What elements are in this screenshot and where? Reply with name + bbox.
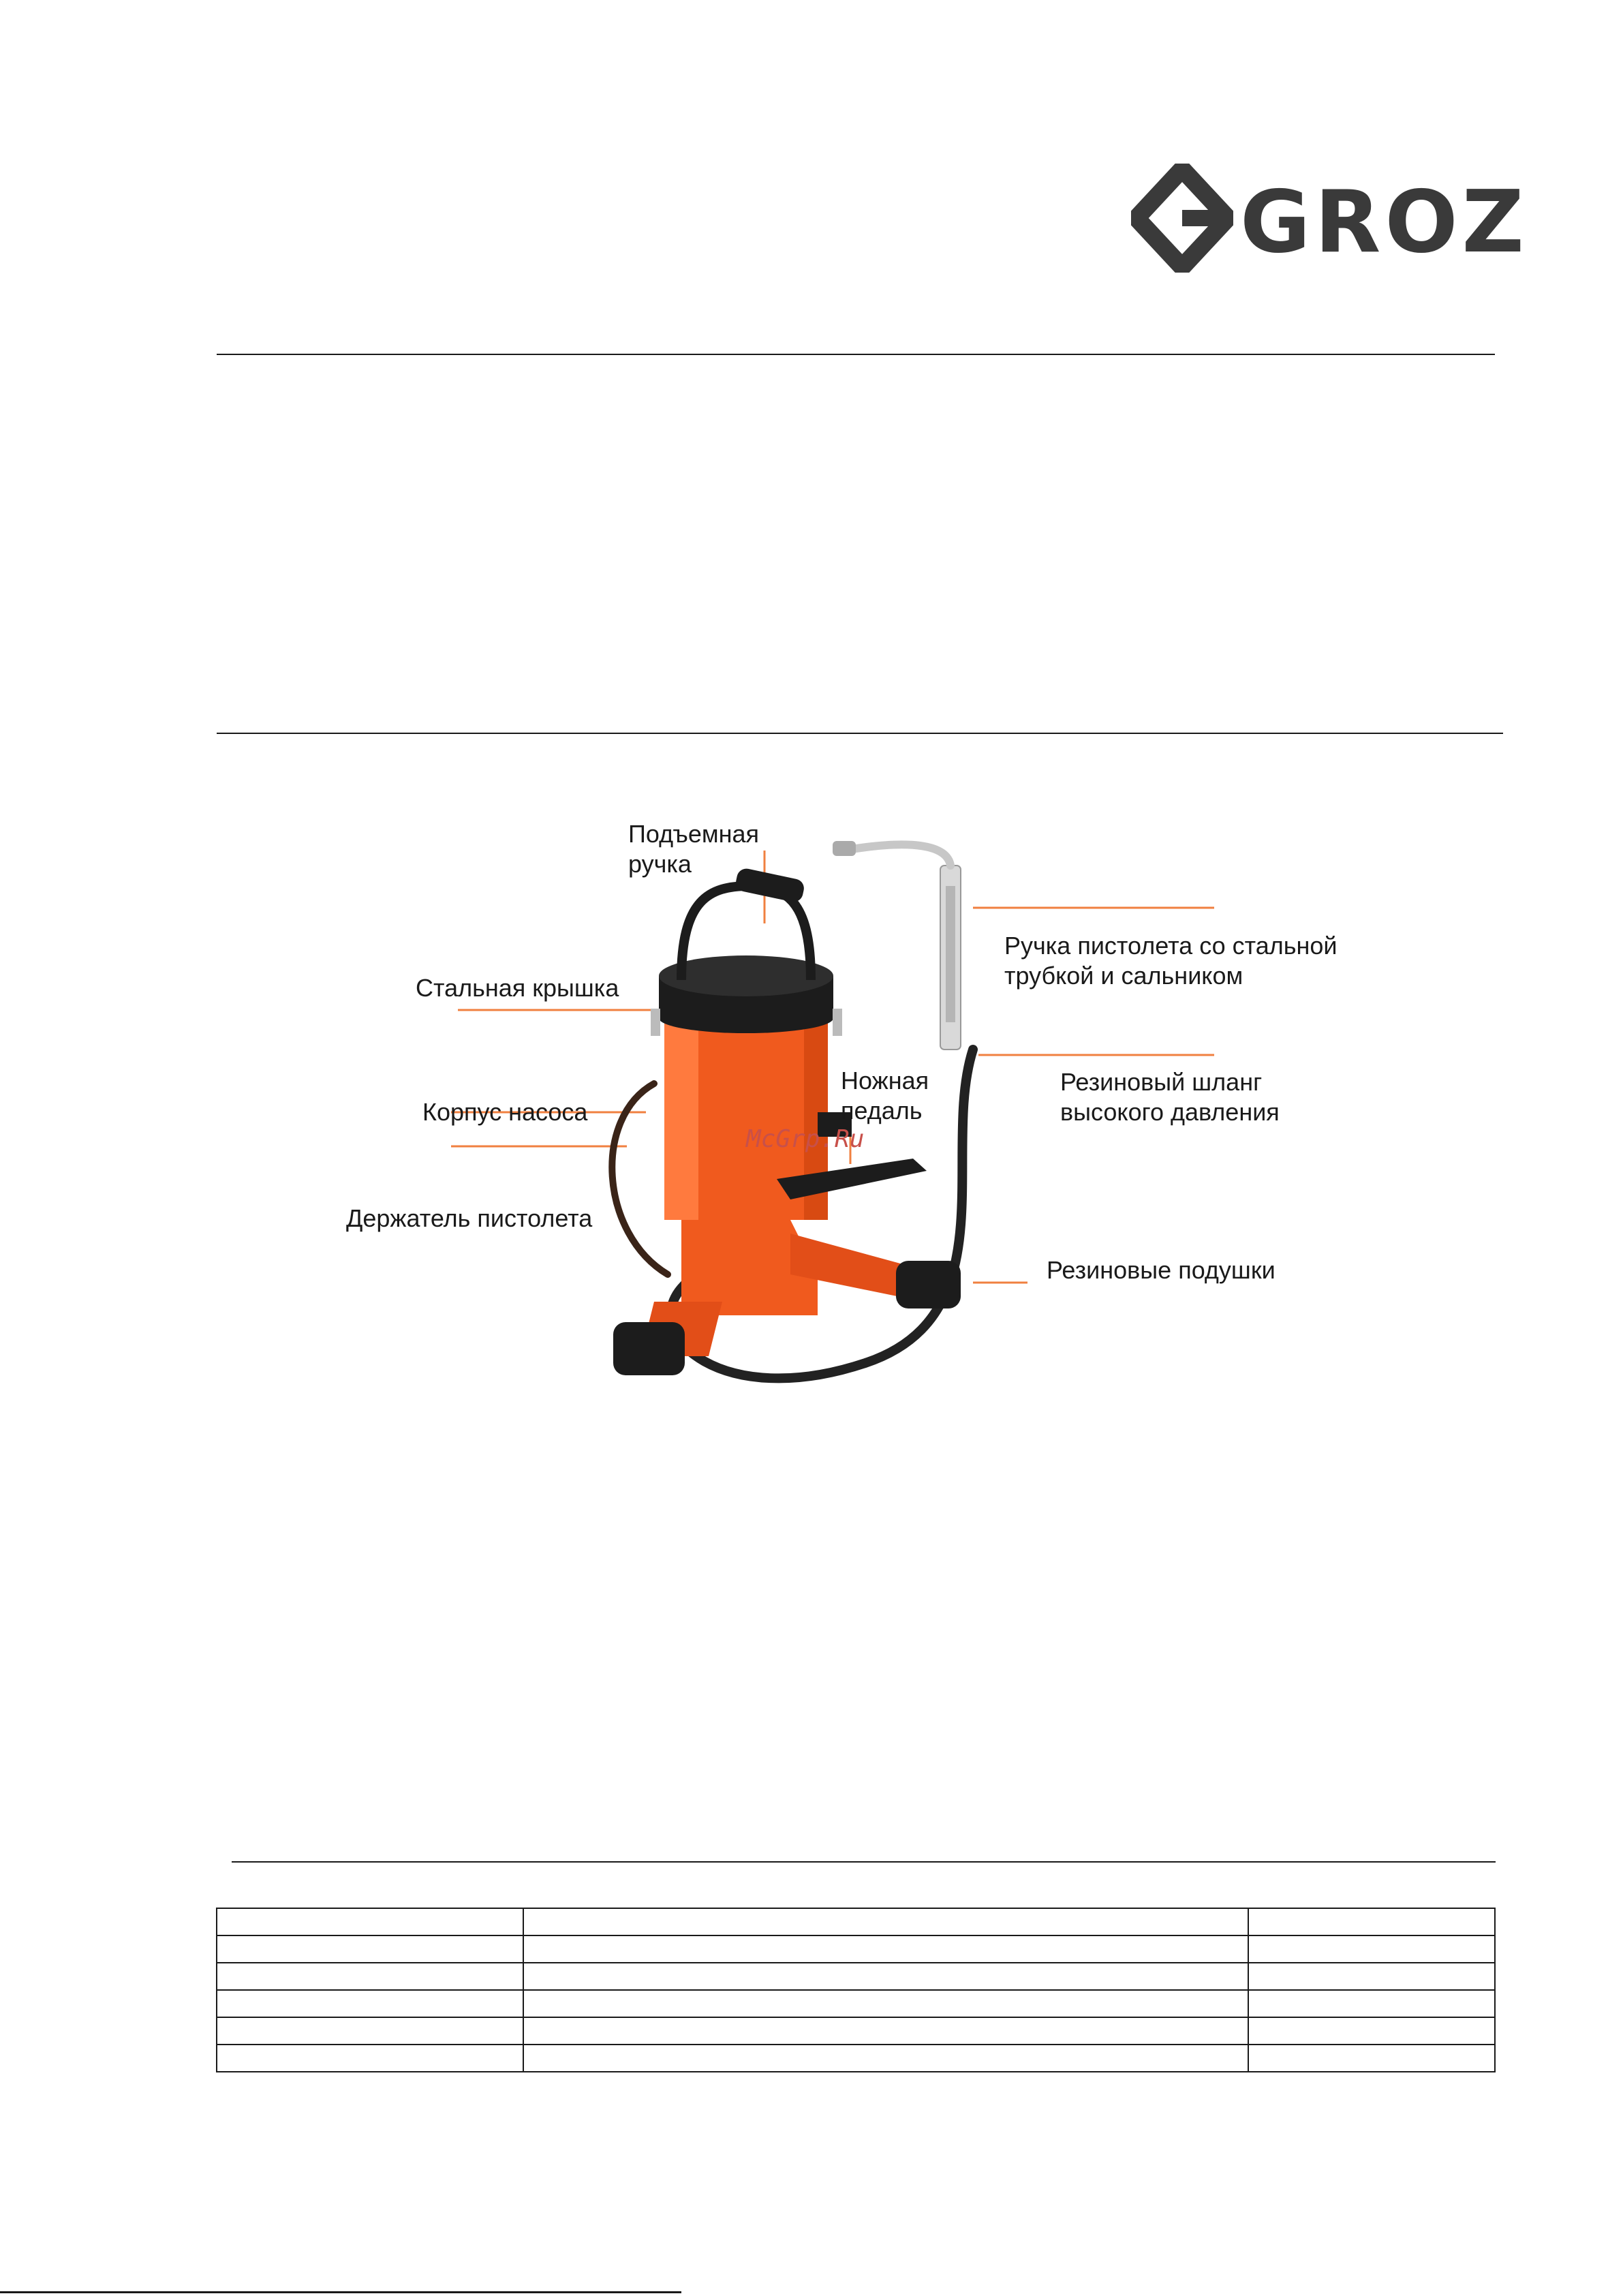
table-cell xyxy=(523,2045,1248,2072)
table-cell xyxy=(217,1990,523,2017)
spec-table xyxy=(216,1908,1496,2072)
section-rule xyxy=(217,733,1503,734)
label-rubber-hose-line1: Резиновый шланг xyxy=(1060,1068,1263,1096)
table-cell xyxy=(217,1908,523,1935)
table-cell xyxy=(523,1908,1248,1935)
label-rubber-pads: Резиновые подушки xyxy=(1047,1256,1276,1284)
footer-rule xyxy=(0,2291,681,2293)
table-cell xyxy=(523,1990,1248,2017)
label-foot-pedal-line1: Ножная xyxy=(841,1067,929,1095)
table-cell xyxy=(1248,1935,1495,1963)
label-foot-pedal-line2: педаль xyxy=(841,1097,923,1124)
groz-logo xyxy=(1131,164,1528,286)
label-gun-handle-line1: Ручка пистолета со стальной xyxy=(1004,932,1338,960)
table-row xyxy=(217,2045,1495,2072)
label-gun-handle-line2: трубкой и сальником xyxy=(1004,962,1243,990)
label-gun-holder: Держатель пистолета xyxy=(346,1204,593,1232)
table-cell xyxy=(217,1935,523,1963)
label-pump-body: Корпус насоса xyxy=(422,1098,588,1126)
table-row xyxy=(217,1990,1495,2017)
table-cell xyxy=(217,1963,523,1990)
table-cell xyxy=(217,2045,523,2072)
table-cell xyxy=(1248,1963,1495,1990)
label-rubber-hose-line2: высокого давления xyxy=(1060,1098,1280,1126)
table-row xyxy=(217,2017,1495,2045)
product-figure xyxy=(273,797,1431,1411)
brand-name: GROZ xyxy=(1240,172,1528,272)
table-cell xyxy=(523,2017,1248,2045)
table-row xyxy=(217,1963,1495,1990)
table-cell xyxy=(1248,2045,1495,2072)
table-row xyxy=(217,1908,1495,1935)
table-cell xyxy=(523,1963,1248,1990)
table-cell xyxy=(1248,2017,1495,2045)
table-cell xyxy=(523,1935,1248,1963)
watermark: McGrp.Ru xyxy=(746,1125,865,1153)
table-row xyxy=(217,1935,1495,1963)
label-steel-lid: Стальная крышка xyxy=(416,974,619,1002)
table-cell xyxy=(217,2017,523,2045)
table-cell xyxy=(1248,1908,1495,1935)
groz-logo-mark-icon xyxy=(1131,164,1233,273)
label-lift-handle-line1: Подъемная xyxy=(628,820,759,848)
label-lift-handle-line2: ручка xyxy=(628,850,692,878)
header-rule xyxy=(217,354,1495,355)
table-cell xyxy=(1248,1990,1495,2017)
table-top-rule xyxy=(232,1861,1496,1863)
